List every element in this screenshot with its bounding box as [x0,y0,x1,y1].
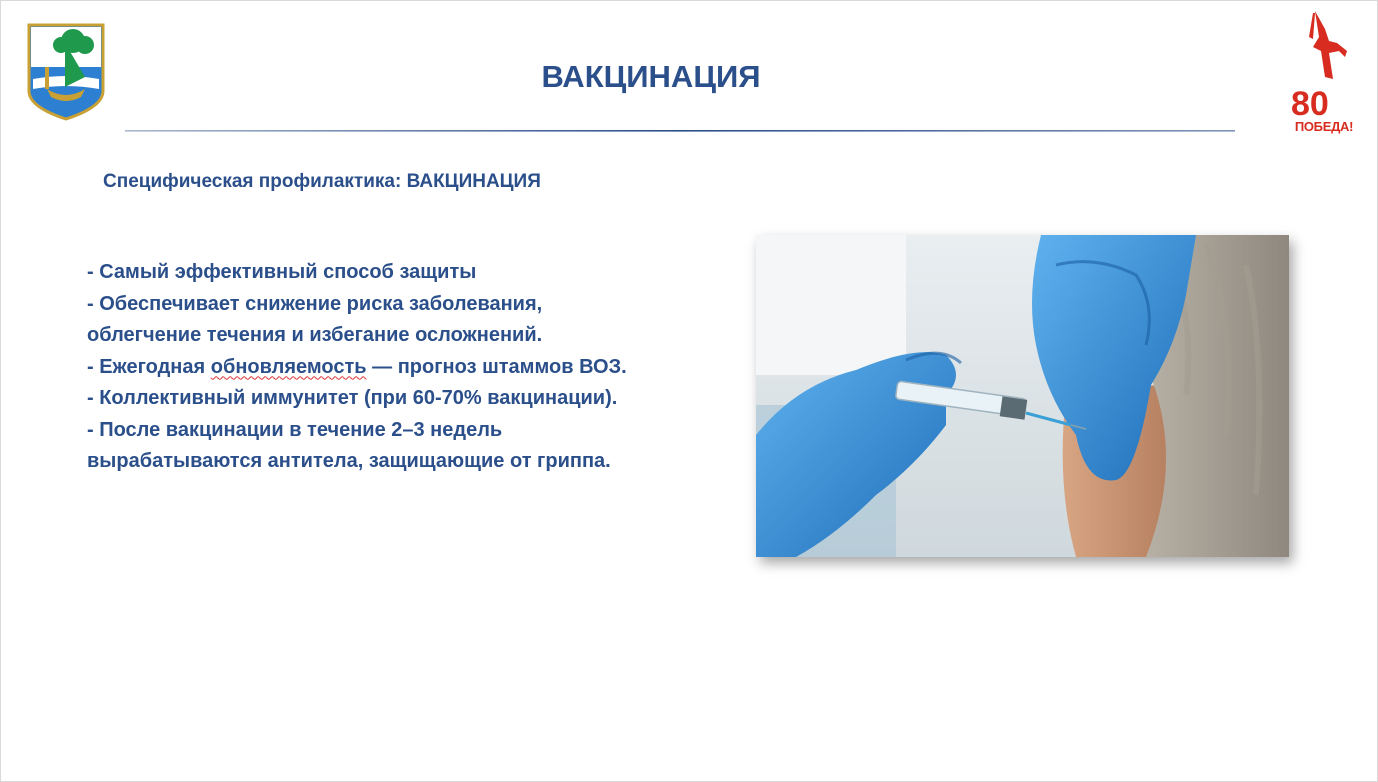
slide-title: ВАКЦИНАЦИЯ [541,59,761,94]
spellcheck-word: обновляемость [210,355,367,378]
bullet-item [87,352,727,384]
bullet-text: — прогноз штаммов ВОЗ. [366,355,627,378]
bullet-item: - После вакцинации в течение 2–3 недель [87,418,503,441]
subtitle: Специфическая профилактика: ВАКЦИНАЦИЯ [103,171,541,192]
bullet-item-continuation: вырабатываются антитела, защищающие от гриппа. [87,450,611,472]
title-divider [125,129,1235,133]
bullet-item: - Обеспечивает снижение риска заболевания, [87,292,543,315]
bullet-item: - Коллективный иммунитет (при 60-70% вакцинации). [87,387,618,409]
victory-number: 80 [1291,85,1329,123]
vaccination-photo [756,235,1289,557]
bullet-text: - Ежегодная [87,355,211,378]
bullet-item-continuation: облегчение течения и избегание осложнений. [87,324,543,346]
bullet-list [87,257,727,478]
bullet-item: - Самый эффективный способ защиты [87,261,477,283]
victory-caption: ПОБЕДА! [1294,119,1354,134]
